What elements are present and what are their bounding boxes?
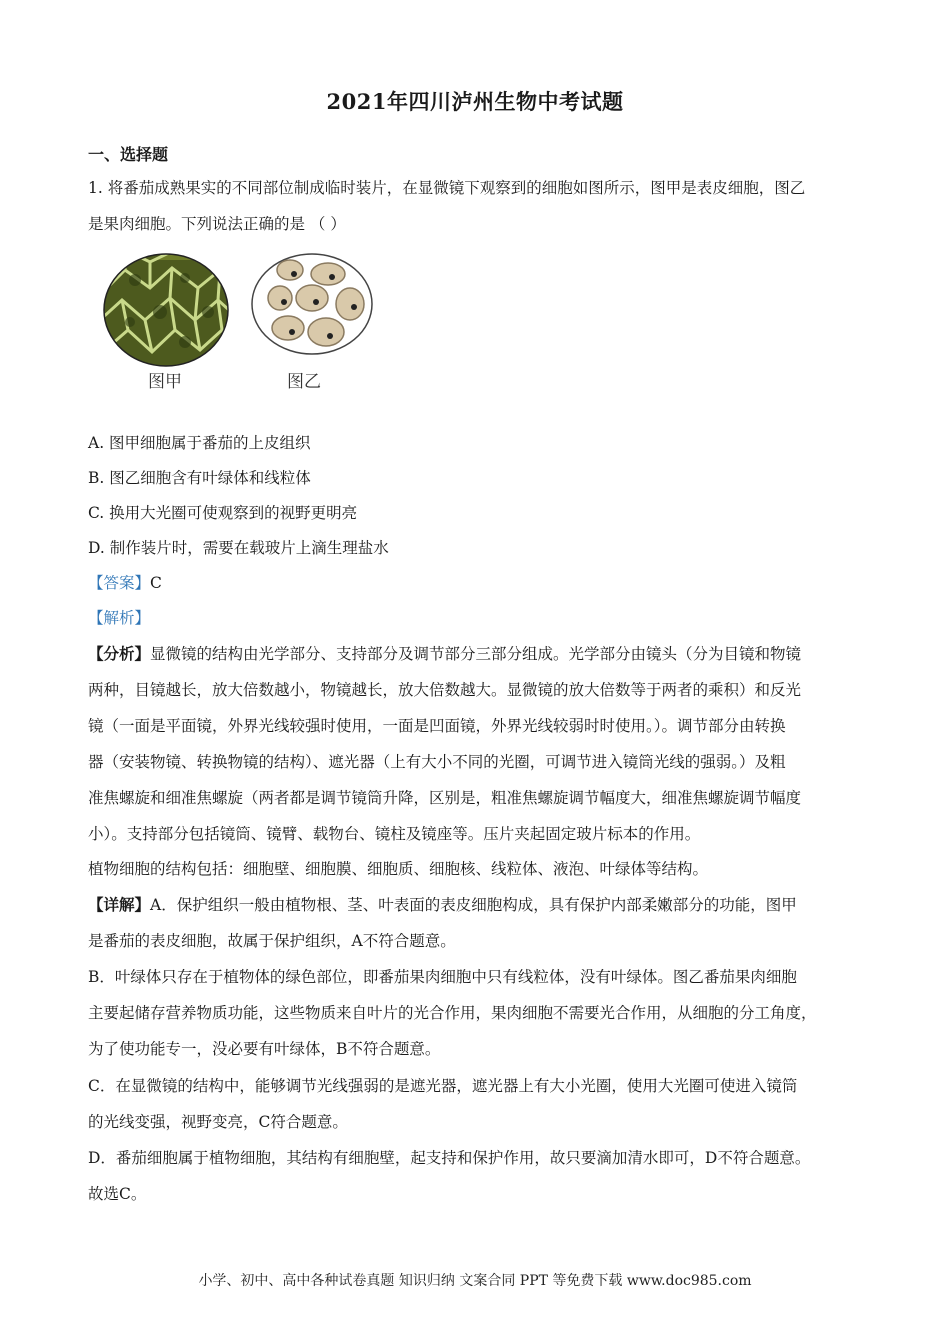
analysis-label: 【解析】 (88, 609, 151, 627)
option-d: D. 制作装片时，需要在载玻片上滴生理盐水 (88, 539, 389, 557)
detail-line: B．叶绿体只存在于植物体的绿色部位，即番茄果肉细胞中只有线粒体，没有叶绿体。图乙番茄果肉细胞 (88, 968, 797, 986)
answer-line (88, 573, 162, 593)
page-title: 2021年四川泸州生物中考试题 (326, 89, 624, 114)
option-c: C. 换用大光圈可使观察到的视野更明亮 (88, 504, 358, 522)
fenxi-text: 显微镜的结构由光学部分、支持部分及调节部分三部分组成。光学部分由镜头（分为目镜和物镜 (150, 645, 802, 663)
detail-line: 是番茄的表皮细胞，故属于保护组织，A不符合题意。 (88, 932, 456, 950)
question-line: 1. 将番茄成熟果实的不同部位制成临时装片，在显微镜下观察到的细胞如图所示，图甲是表皮细胞，图乙 (88, 179, 806, 197)
detail-text: A．保护组织一般由植物根、茎、叶表面的表皮细胞构成，具有保护内部柔嫩部分的功能，图甲 (150, 896, 797, 914)
detail-line: 为了使功能专一，没必要有叶绿体，B不符合题意。 (88, 1040, 441, 1058)
detail-label: 【详解】 (88, 895, 151, 914)
detail-line (88, 895, 797, 915)
fenxi-label: 【分析】 (88, 644, 151, 663)
figure-jia-caption: 图甲 (148, 372, 182, 392)
fenxi-line (88, 644, 801, 664)
option-b: B. 图乙细胞含有叶绿体和线粒体 (88, 469, 311, 487)
section-heading: 一、选择题 (88, 145, 169, 164)
fenxi-line: 小）。支持部分包括镜筒、镜臂、载物台、镜柱及镜座等。压片夹起固定玻片标本的作用。 (88, 825, 701, 843)
option-a: A. 图甲细胞属于番茄的上皮组织 (88, 434, 311, 452)
figure-jia-image (100, 250, 250, 380)
question-line: 是果肉细胞。下列说法正确的是 （ ） (88, 215, 346, 233)
fenxi-line: 准焦螺旋和细准焦螺旋（两者都是调节镜筒升降，区别是，粗准焦螺旋调节幅度大，细准焦螺旋调节幅度 (88, 789, 802, 807)
figure-yi-image (250, 252, 380, 360)
conclusion-line: 故选C。 (88, 1185, 147, 1203)
detail-line: C．在显微镜的结构中，能够调节光线强弱的是遮光器，遮光器上有大小光圈，使用大光圈可使进入镜筒 (88, 1077, 798, 1095)
cell-figure (100, 250, 390, 400)
fenxi-line: 器（安装物镜、转换物镜的结构）、遮光器（上有大小不同的光圈，可调节进入镜筒光线的强弱。）及粗 (88, 753, 786, 771)
answer-label: 【答案】 (88, 574, 151, 592)
page-footer: 小学、初中、高中各种试卷真题 知识归纳 文案合同 PPT 等免费下载 www.doc985.com (198, 1273, 752, 1289)
fenxi-line: 两种，目镜越长，放大倍数越小，物镜越长，放大倍数越大。显微镜的放大倍数等于两者的乘积）和反光 (88, 681, 802, 699)
detail-line: 主要起储存营养物质功能，这些物质来自叶片的光合作用，果肉细胞不需要光合作用，从细胞的分工角度， (88, 1004, 817, 1022)
detail-line: D．番茄细胞属于植物细胞，其结构有细胞壁，起支持和保护作用，故只要滴加清水即可，D不符合题意。 (88, 1149, 811, 1167)
fenxi-line: 植物细胞的结构包括：细胞壁、细胞膜、细胞质、细胞核、线粒体、液泡、叶绿体等结构。 (88, 860, 709, 878)
fenxi-line: 镜（一面是平面镜，外界光线较强时使用，一面是凹面镜，外界光线较弱时时使用。）。调节部分由转换 (88, 717, 786, 735)
detail-line: 的光线变强，视野变亮，C符合题意。 (88, 1113, 348, 1131)
answer-value: C (150, 574, 162, 592)
figure-yi-caption: 图乙 (287, 372, 321, 392)
